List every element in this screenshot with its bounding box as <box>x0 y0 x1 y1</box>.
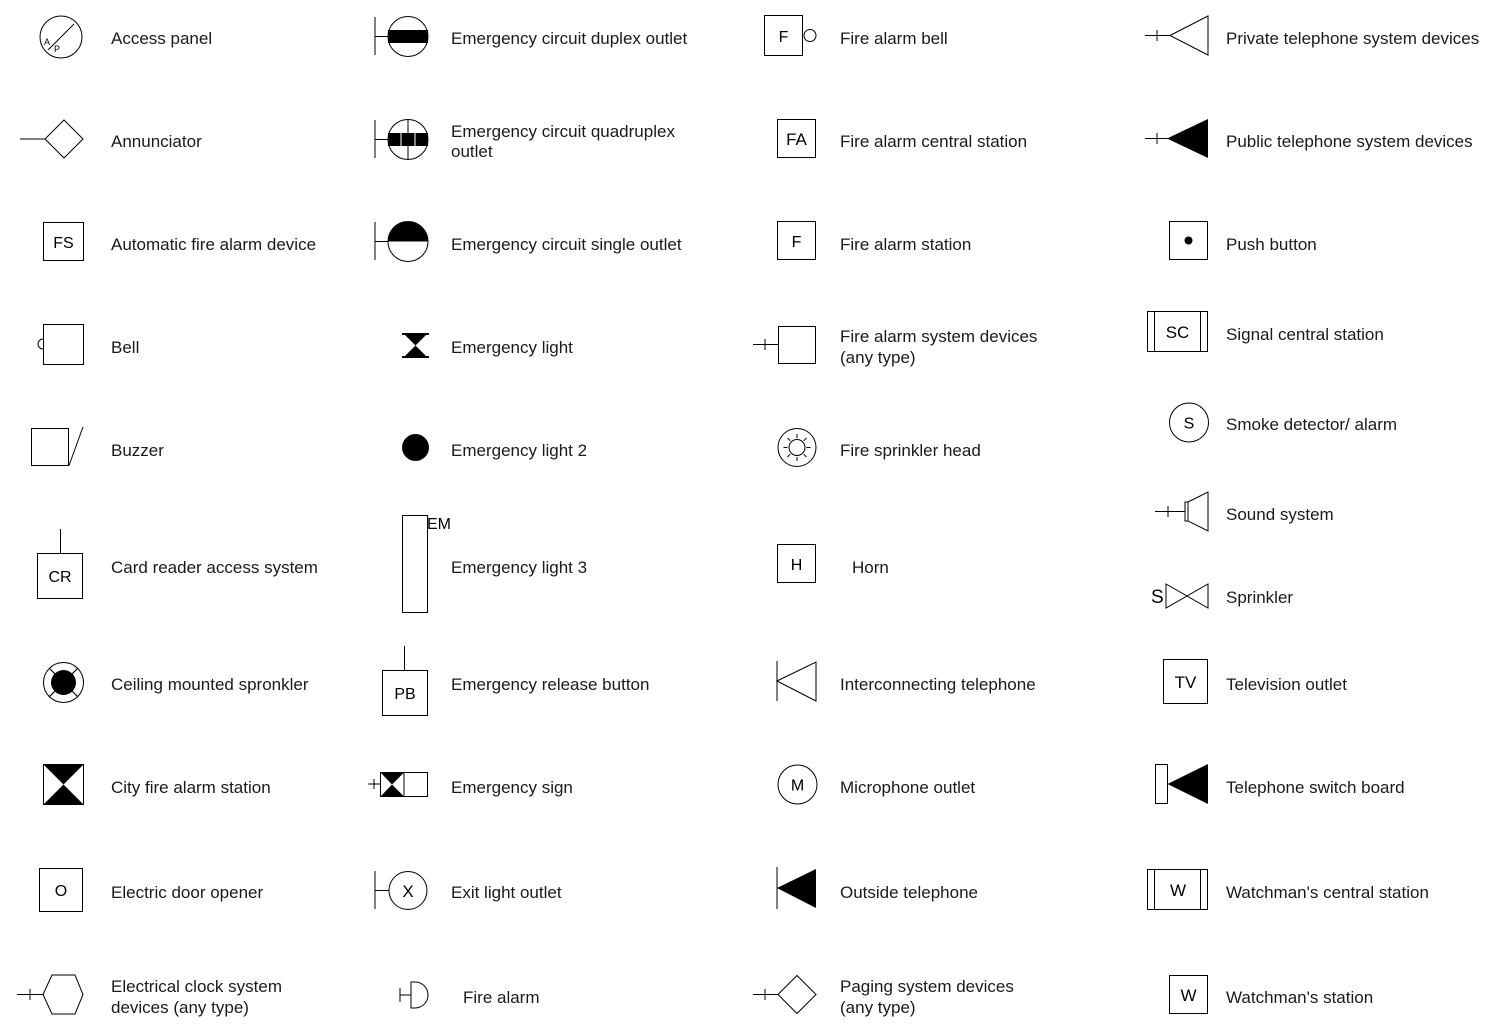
sprinkler-label: Sprinkler <box>1226 588 1294 607</box>
svg-text:O: O <box>54 883 68 900</box>
fire-alarm-label: Fire alarm <box>463 988 540 1007</box>
svg-text:M: M <box>790 777 805 795</box>
horn-label: Horn <box>852 558 889 577</box>
smoke-detector-icon <box>1169 402 1211 444</box>
paging-system-label-line1: Paging system devices <box>840 977 1014 996</box>
emergency-light-3-label: Emergency light 3 <box>451 558 588 577</box>
svg-text:FS: FS <box>53 235 74 252</box>
buzzer-label: Buzzer <box>111 441 164 460</box>
electrical-clock-icon <box>17 974 85 1016</box>
horn-icon <box>777 544 819 586</box>
automatic-fire-alarm-device-label: Automatic fire alarm device <box>111 235 317 254</box>
ceiling-sprinkler-icon <box>43 662 85 704</box>
emergency-quadruplex-outlet-label-line2: outlet <box>451 142 493 161</box>
emergency-release-button-label: Emergency release button <box>451 675 650 694</box>
signal-central-station-label: Signal central station <box>1226 325 1384 344</box>
fire-alarm-bell-label: Fire alarm bell <box>840 29 948 48</box>
annunciator-icon <box>20 119 86 159</box>
svg-text:CR: CR <box>48 569 72 586</box>
emergency-light-3-icon <box>402 514 458 614</box>
electrical-clock-label-line1: Electrical clock system <box>111 977 282 996</box>
svg-text:S: S <box>1183 415 1195 433</box>
annunciator-label: Annunciator <box>111 132 202 151</box>
electrical-clock-label-line2: devices (any type) <box>111 998 249 1017</box>
watchmans-station-icon <box>1169 975 1211 1017</box>
electric-door-opener-label: Electric door opener <box>111 883 264 902</box>
push-button-icon <box>1169 221 1211 263</box>
emergency-light-2-label: Emergency light 2 <box>451 441 588 460</box>
emergency-quadruplex-outlet-icon <box>374 119 432 161</box>
sound-system-icon <box>1155 491 1211 533</box>
svg-text:PB: PB <box>394 686 416 703</box>
fire-alarm-station-icon <box>777 221 819 263</box>
paging-system-icon <box>753 974 819 1016</box>
microphone-outlet-label: Microphone outlet <box>840 778 976 797</box>
public-telephone-label: Public telephone system devices <box>1226 132 1473 151</box>
fire-alarm-central-station-label: Fire alarm central station <box>840 132 1028 151</box>
fire-alarm-system-devices-icon <box>753 325 819 365</box>
emergency-light-label: Emergency light <box>451 338 573 357</box>
fire-alarm-station-label: Fire alarm station <box>840 235 972 254</box>
smoke-detector-label: Smoke detector/ alarm <box>1226 415 1398 434</box>
watchmans-central-station-label: Watchman's central station <box>1226 883 1429 902</box>
interconnecting-telephone-label: Interconnecting telephone <box>840 675 1036 694</box>
fire-alarm-icon <box>399 981 431 1011</box>
emergency-sign-icon <box>368 769 432 801</box>
emergency-single-outlet-label: Emergency circuit single outlet <box>451 235 682 254</box>
private-telephone-label: Private telephone system devices <box>1226 29 1480 48</box>
ceiling-sprinkler-label: Ceiling mounted spronkler <box>111 675 309 694</box>
buzzer-icon <box>31 426 87 468</box>
svg-text:TV: TV <box>1174 673 1197 692</box>
telephone-switch-board-label: Telephone switch board <box>1226 778 1405 797</box>
fire-sprinkler-head-icon <box>777 427 819 469</box>
signal-central-station-icon <box>1147 311 1211 353</box>
television-outlet-icon <box>1163 659 1211 707</box>
bell-label: Bell <box>111 338 140 357</box>
emergency-sign-label: Emergency sign <box>451 778 573 797</box>
svg-text:X: X <box>402 882 414 901</box>
electric-door-opener-icon <box>39 868 85 914</box>
access-panel-label: Access panel <box>111 29 213 48</box>
bell-icon <box>36 324 86 366</box>
card-reader-label: Card reader access system <box>111 558 318 577</box>
emergency-light-2-icon <box>401 433 431 463</box>
telephone-switch-board-icon <box>1155 763 1211 807</box>
svg-text:W: W <box>1169 881 1187 900</box>
private-telephone-icon <box>1145 15 1211 57</box>
fire-alarm-system-devices-label-line2: (any type) <box>840 348 916 367</box>
outside-telephone-icon <box>776 867 820 911</box>
fire-alarm-central-station-icon <box>777 119 819 161</box>
paging-system-label-line2: (any type) <box>840 998 916 1017</box>
svg-text:SC: SC <box>1165 323 1190 342</box>
svg-text:A: A <box>44 37 51 47</box>
watchmans-station-label: Watchman's station <box>1226 988 1374 1007</box>
automatic-fire-alarm-device-icon <box>43 222 85 262</box>
emergency-quadruplex-outlet-label-line1: Emergency circuit quadruplex <box>451 122 675 141</box>
emergency-duplex-outlet-label: Emergency circuit duplex outlet <box>451 29 688 48</box>
city-fire-alarm-station-label: City fire alarm station <box>111 778 271 797</box>
watchmans-central-station-icon <box>1147 869 1211 911</box>
svg-text:FA: FA <box>786 130 807 149</box>
emergency-duplex-outlet-icon <box>374 16 432 58</box>
fire-sprinkler-head-label: Fire sprinkler head <box>840 441 981 460</box>
sound-system-label: Sound system <box>1226 505 1334 524</box>
svg-text:W: W <box>1180 986 1197 1005</box>
microphone-outlet-icon <box>777 764 819 806</box>
svg-text:H: H <box>790 557 803 574</box>
outside-telephone-label: Outside telephone <box>840 883 978 902</box>
card-reader-icon <box>37 529 85 601</box>
emergency-light-icon <box>402 333 430 359</box>
exit-light-outlet-icon <box>374 870 432 912</box>
exit-light-outlet-label: Exit light outlet <box>451 883 562 902</box>
svg-text:S: S <box>1151 587 1164 608</box>
city-fire-alarm-station-icon <box>43 764 85 806</box>
public-telephone-icon <box>1145 118 1211 160</box>
sprinkler-icon <box>1151 580 1211 612</box>
emergency-release-button-icon <box>382 646 430 718</box>
fire-alarm-bell-icon <box>764 15 820 57</box>
access-panel-icon <box>38 16 86 60</box>
fire-alarm-system-devices-label-line1: Fire alarm system devices <box>840 327 1038 346</box>
interconnecting-telephone-icon <box>776 661 820 703</box>
svg-text:F: F <box>778 29 789 46</box>
emergency-single-outlet-icon <box>374 221 432 263</box>
svg-text:P: P <box>54 44 61 54</box>
push-button-label: Push button <box>1226 235 1317 254</box>
svg-text:EM: EM <box>427 516 451 533</box>
television-outlet-label: Television outlet <box>1226 675 1347 694</box>
svg-text:F: F <box>791 234 802 251</box>
